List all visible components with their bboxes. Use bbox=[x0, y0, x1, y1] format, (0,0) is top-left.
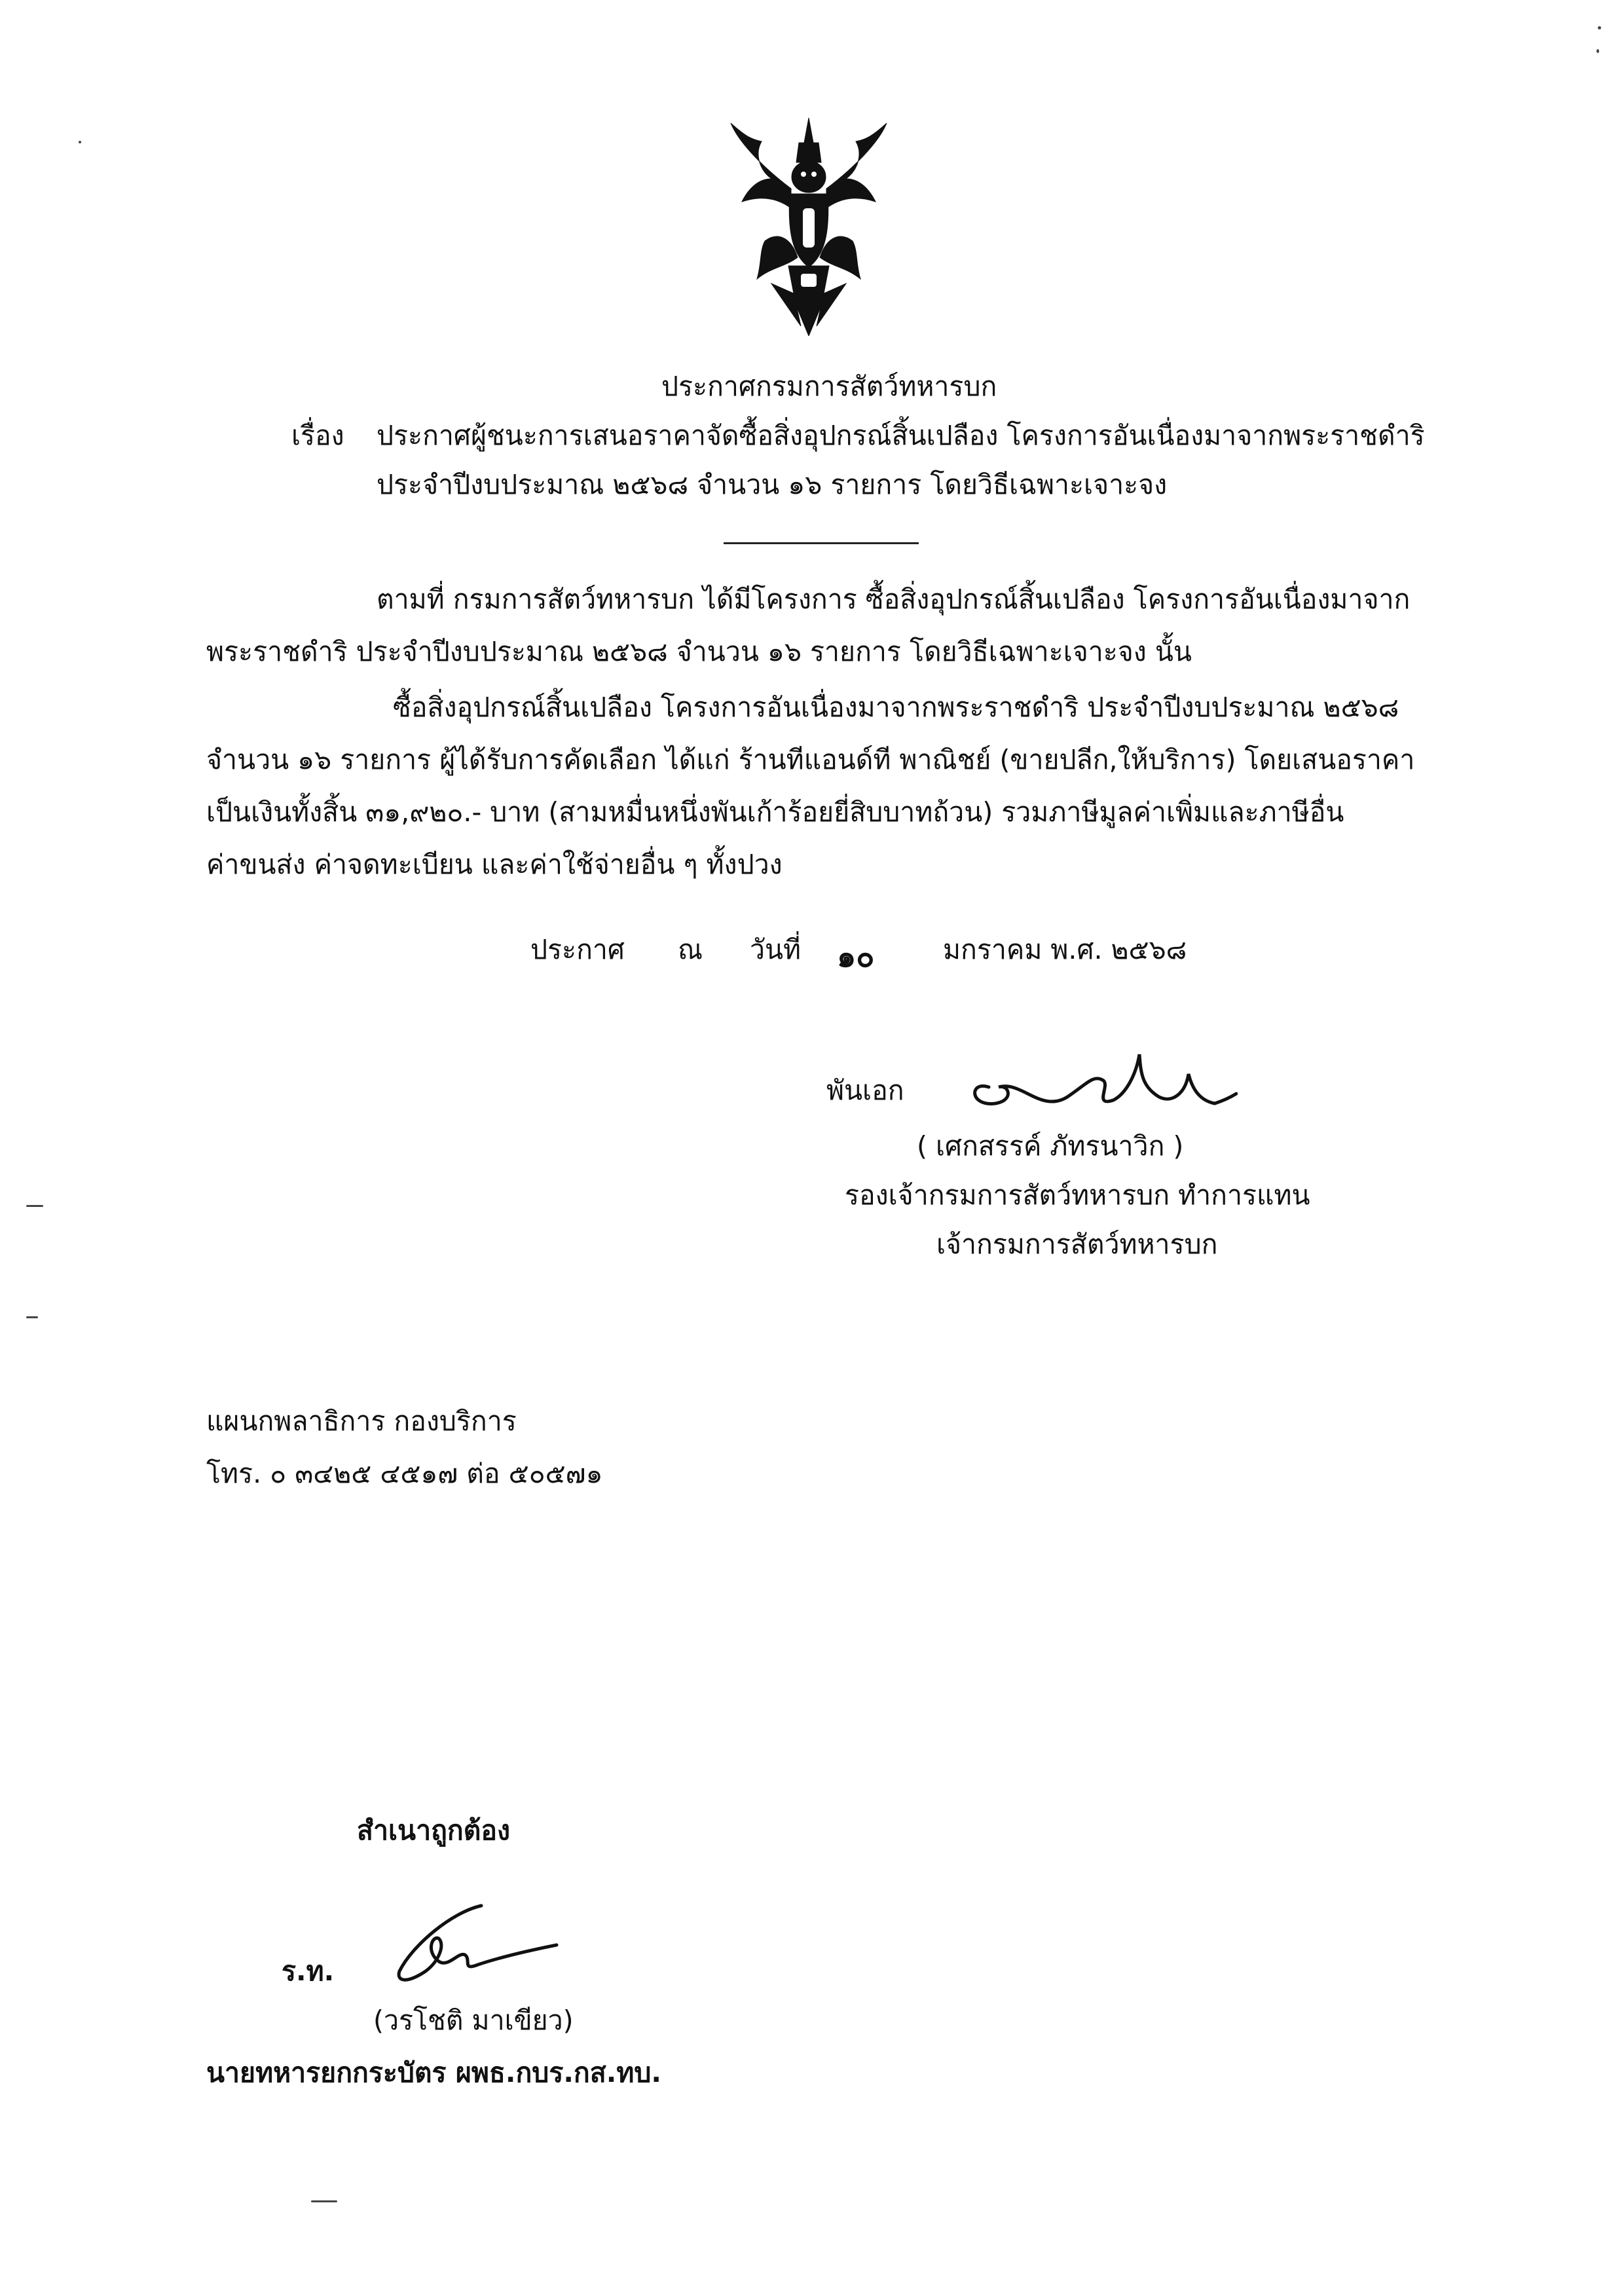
header-divider bbox=[724, 542, 919, 544]
contact-phone: โทร. ๐ ๓๔๒๕ ๔๕๑๗ ต่อ ๕๐๕๗๑ bbox=[206, 1458, 603, 1489]
announcement-day: ๑๐ bbox=[837, 938, 875, 974]
date-label: วันที่ bbox=[750, 934, 802, 965]
signatory-name: ( เศกสรรค์ ภัทรนาวิก ) bbox=[917, 1130, 1184, 1162]
signatory-position-2: เจ้ากรมการสัตว์ทหารบก bbox=[936, 1229, 1218, 1260]
garuda-emblem bbox=[726, 117, 893, 336]
scan-speck bbox=[1598, 26, 1601, 29]
certified-copy-label: สำเนาถูกต้อง bbox=[357, 1815, 511, 1846]
paragraph-1-line-1: ตามที่ กรมการสัตว์ทหารบก ได้มีโครงการ ซื้อสิ่งอุปกรณ์สิ้นเปลือง โครงการอันเนื่องมาจาก bbox=[377, 583, 1411, 615]
announcement-month-year: มกราคม พ.ศ. ๒๕๖๘ bbox=[943, 934, 1187, 965]
contact-department: แผนกพลาธิการ กองบริการ bbox=[206, 1405, 517, 1437]
signatory-position-1: รองเจ้ากรมการสัตว์ทหารบก ทำการแทน bbox=[845, 1179, 1310, 1211]
subject-line-2: ประจำปีงบประมาณ ๒๕๖๘ จำนวน ๑๖ รายการ โดยวิธีเฉพาะเจาะจง bbox=[377, 469, 1168, 500]
issuer-title: ประกาศกรมการสัตว์ทหารบก bbox=[661, 371, 997, 402]
announced-label: ประกาศ bbox=[530, 934, 625, 965]
scan-speck bbox=[26, 1205, 43, 1207]
scan-speck bbox=[311, 2200, 337, 2202]
paragraph-2-line-3: เป็นเงินทั้งสิ้น ๓๑,๙๒๐.- บาท (สามหมื่นหนึ่งพันเก้าร้อยยี่สิบบาทถ้วน) รวมภาษีมูลค่าเพิ่มและภาษีอื่น bbox=[206, 796, 1344, 828]
at-label: ณ bbox=[678, 934, 703, 965]
paragraph-2-line-1: ซื้อสิ่งอุปกรณ์สิ้นเปลือง โครงการอันเนื่องมาจากพระราชดำริ ประจำปีงบประมาณ ๒๕๖๘ bbox=[393, 692, 1399, 723]
paragraph-1-line-2: พระราชดำริ ประจำปีงบประมาณ ๒๕๖๘ จำนวน ๑๖ รายการ โดยวิธีเฉพาะเจาะจง นั้น bbox=[206, 636, 1192, 667]
signatory-signature bbox=[963, 1035, 1238, 1133]
certifier-rank: ร.ท. bbox=[282, 1955, 335, 1987]
subject-line-1: ประกาศผู้ชนะการเสนอราคาจัดซื้อสิ่งอุปกรณ์สิ้นเปลือง โครงการอันเนื่องมาจากพระราชดำริ bbox=[377, 420, 1425, 451]
paragraph-2-line-4: ค่าขนส่ง ค่าจดทะเบียน และค่าใช้จ่ายอื่น ๆ ทั้งปวง bbox=[206, 849, 783, 880]
signatory-rank: พันเอก bbox=[826, 1075, 904, 1106]
certifier-name: (วรโชติ มาเขียว) bbox=[373, 2005, 574, 2036]
scan-speck bbox=[26, 1316, 38, 1318]
paragraph-2-line-2: จำนวน ๑๖ รายการ ผู้ได้รับการคัดเลือก ได้แก่ ร้านทีแอนด์ที พาณิชย์ (ขายปลีก,ให้บริการ) โดยเสนอราคา bbox=[206, 744, 1415, 775]
certifier-position: นายทหารยกกระบัตร ผพธ.กบร.กส.ทบ. bbox=[206, 2057, 661, 2088]
scan-speck bbox=[79, 141, 81, 143]
certifier-signature bbox=[367, 1899, 563, 1991]
scan-speck bbox=[1596, 49, 1599, 53]
subject-label: เรื่อง bbox=[291, 420, 344, 451]
